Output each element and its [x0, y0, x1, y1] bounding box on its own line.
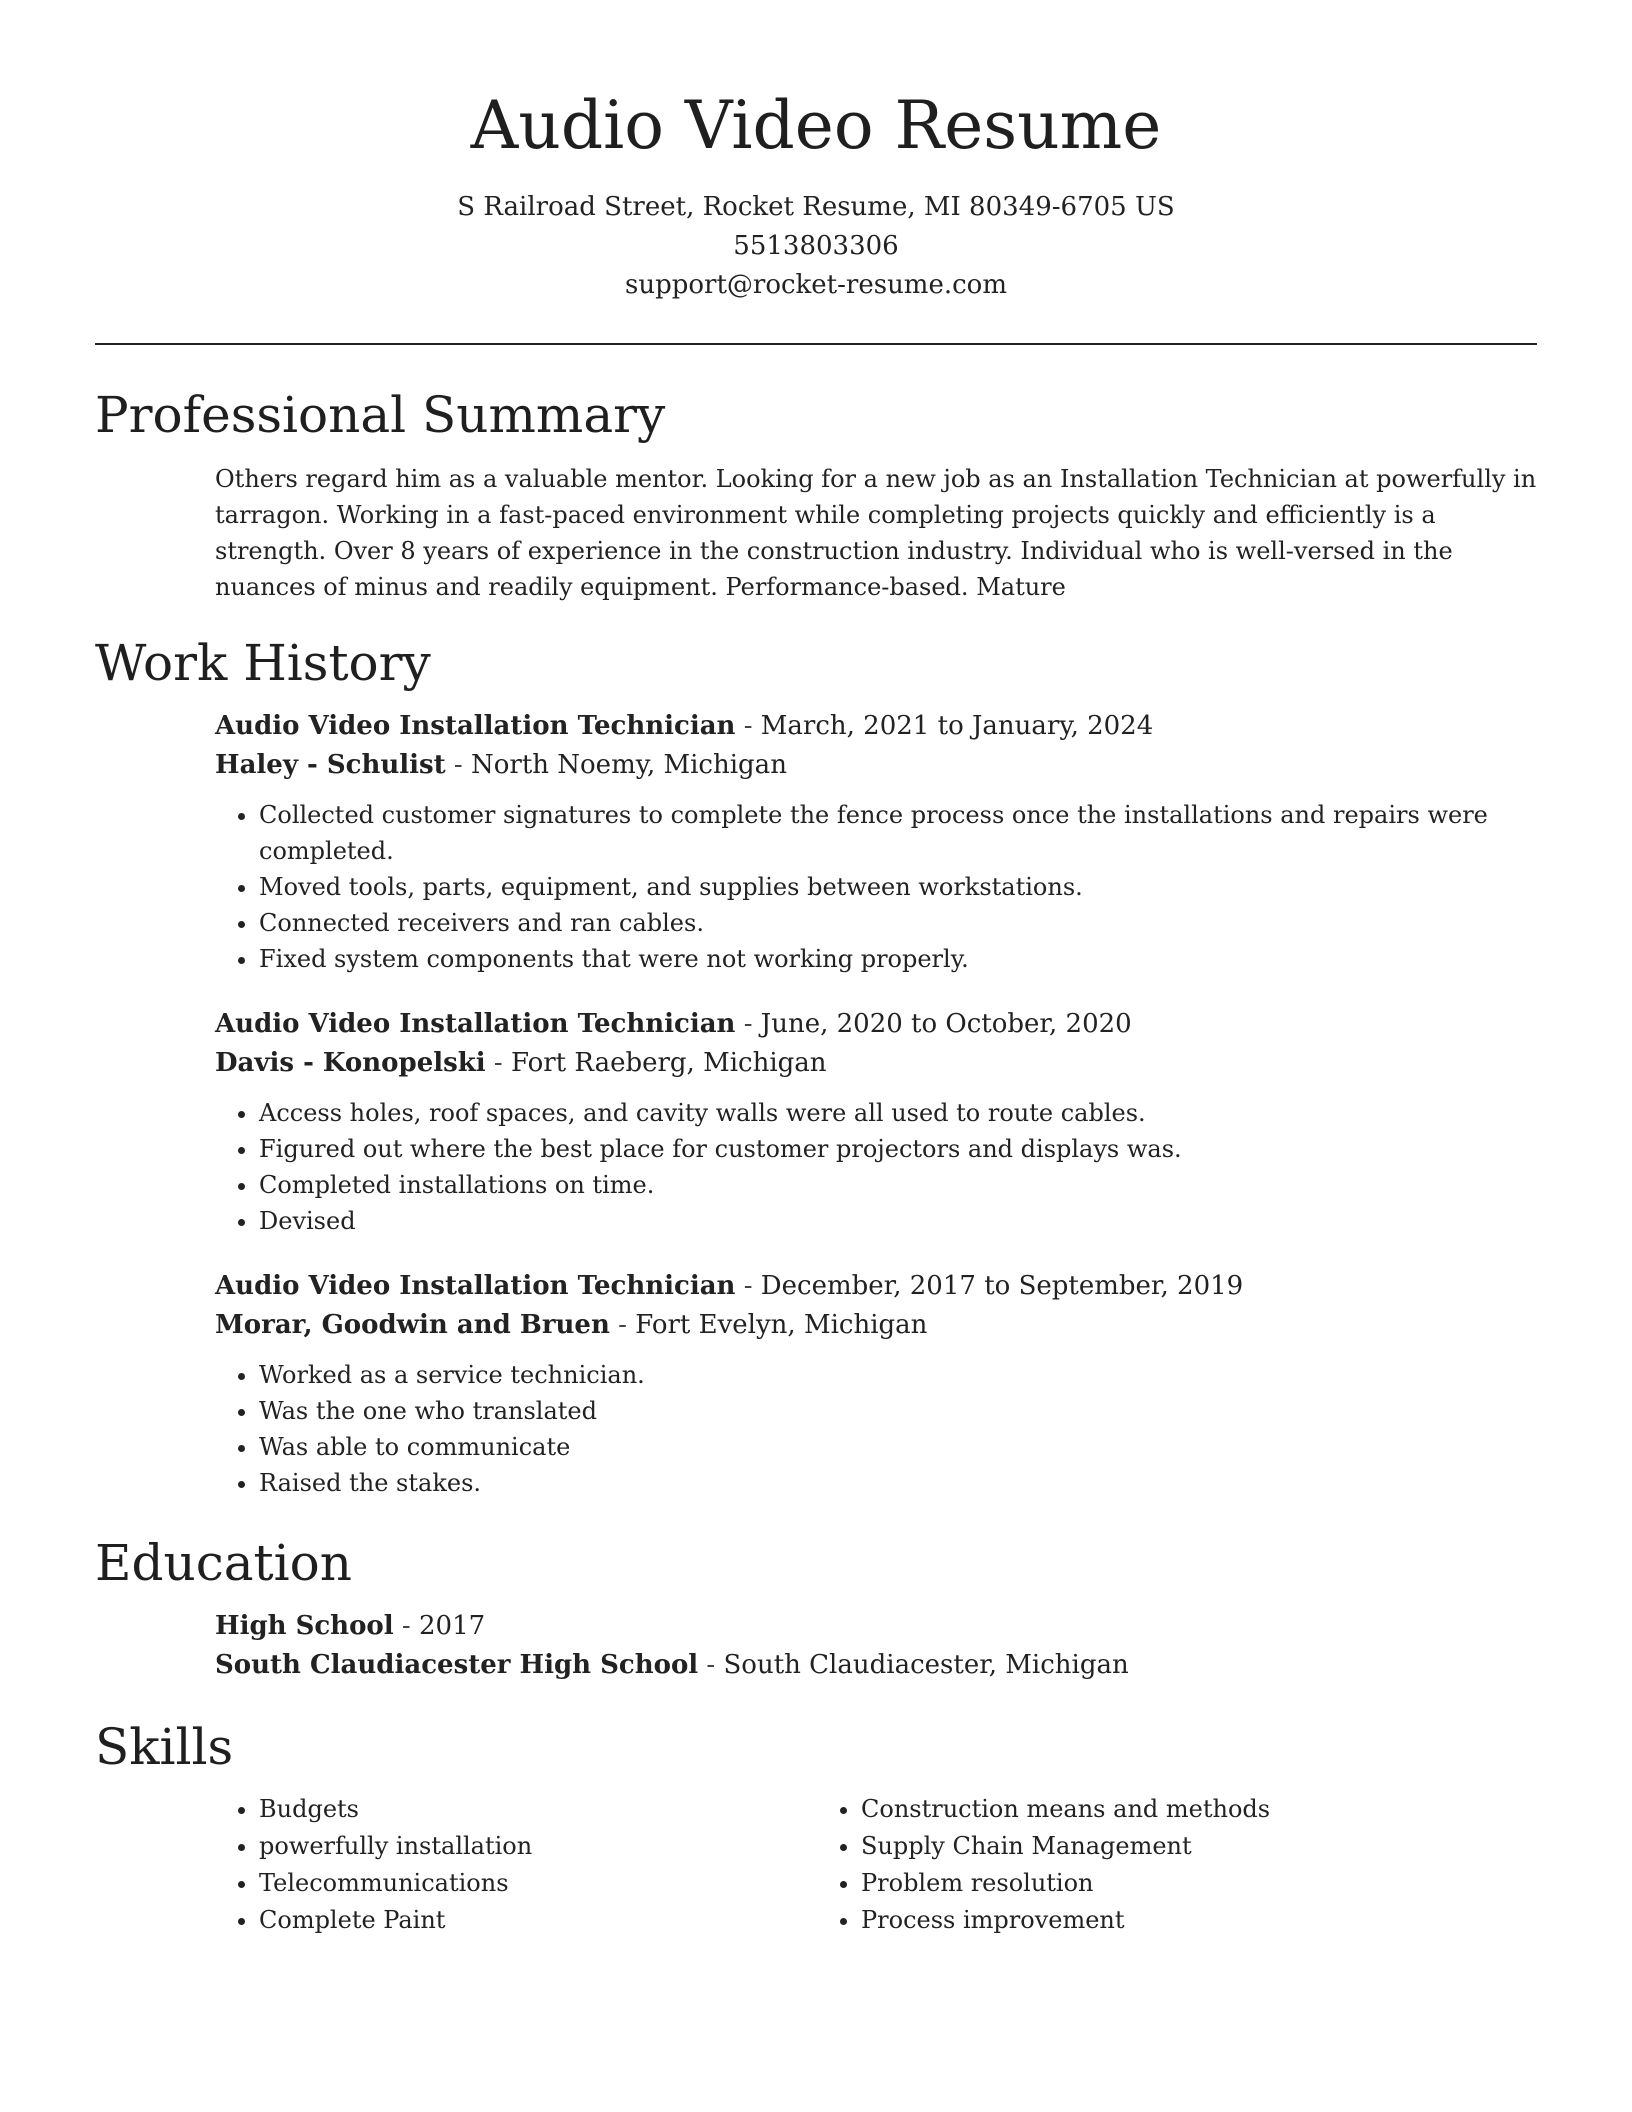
job-position: Audio Video Installation Technician: [215, 711, 736, 741]
summary-text: Others regard him as a valuable mentor. Looking for a new job as an Installation Technician at powerfully in tarragon. Working in a fast-paced environment while completing projects quickly and efficiently is a strength. Over 8 years of experience in the construction industry. Individual who is well-versed in the nuances of minus and readily equipment. Performance-based. Mature: [215, 465, 1537, 601]
skill-item: • Construction means and methods: [861, 1791, 1270, 1828]
job-duty: • Worked as a service technician.: [259, 1357, 1537, 1393]
job-duty: • Connected receivers and ran cables.: [259, 905, 1537, 941]
contact-block: [95, 188, 1537, 305]
job-duty: • Figured out where the best place for customer projectors and displays was.: [259, 1131, 1537, 1167]
education-school-line: [215, 1646, 1537, 1685]
job-company-line: [215, 746, 1537, 785]
job-company-line: [215, 1044, 1537, 1083]
job-duty: • Moved tools, parts, equipment, and supplies between workstations.: [259, 869, 1537, 905]
contact-email: support@rocket-resume.com: [624, 270, 1007, 300]
skill-item: • Complete Paint: [259, 1902, 815, 1939]
job-dates: March, 2021 to January, 2024: [760, 711, 1154, 741]
job-title-line: [215, 1005, 1537, 1044]
job-duty: • Fixed system components that were not working properly.: [259, 941, 1537, 977]
job-duties: [215, 1095, 1537, 1239]
job-position: Audio Video Installation Technician: [215, 1009, 736, 1039]
summary-heading: Professional Summary: [95, 386, 666, 444]
job-location: Fort Evelyn, Michigan: [635, 1310, 928, 1340]
job-duty: • Collected customer signatures to complete the fence process once the installations and repairs were completed.: [259, 797, 1537, 869]
separator: -: [735, 1009, 761, 1039]
education-degree-line: [215, 1607, 1537, 1646]
skill-item: • powerfully installation: [259, 1828, 815, 1865]
education-section: [95, 1607, 1537, 1685]
work-history-section: [95, 707, 1537, 1501]
skills-section: [95, 1791, 1537, 1939]
job-title-line: [215, 707, 1537, 746]
skill-item: • Supply Chain Management: [861, 1828, 1270, 1865]
contact-phone: 5513803306: [733, 231, 899, 261]
job-entry: [215, 1267, 1537, 1501]
job-location: North Noemy, Michigan: [470, 750, 787, 780]
skill-item: • Telecommunications: [259, 1865, 815, 1902]
header-divider: [95, 343, 1537, 345]
separator: -: [735, 1271, 761, 1301]
education-school: South Claudiacester High School: [215, 1650, 699, 1680]
summary-section: [95, 461, 1537, 605]
job-title-line: [215, 1267, 1537, 1306]
separator: -: [393, 1611, 419, 1641]
separator: -: [609, 1310, 636, 1340]
job-duty: • Access holes, roof spaces, and cavity walls were all used to route cables.: [259, 1095, 1537, 1131]
resume-name: Audio Video Resume: [470, 87, 1162, 164]
job-duty: • Devised: [259, 1203, 1537, 1239]
job-company: Haley - Schulist: [215, 750, 446, 780]
skills-list-right: [815, 1791, 1270, 1939]
education-degree: High School: [215, 1611, 394, 1641]
contact-address: S Railroad Street, Rocket Resume, MI 80349-6705 US: [457, 192, 1175, 222]
job-entry: [215, 707, 1537, 977]
job-company-line: [215, 1306, 1537, 1345]
job-company: Davis - Konopelski: [215, 1048, 486, 1078]
skills-list-left: [215, 1791, 815, 1939]
job-company: Morar, Goodwin and Bruen: [215, 1310, 610, 1340]
skill-item: • Budgets: [259, 1791, 815, 1828]
separator: -: [485, 1048, 511, 1078]
job-duties: [215, 1357, 1537, 1501]
job-duty: • Completed installations on time.: [259, 1167, 1537, 1203]
skills-heading: Skills: [95, 1718, 234, 1776]
education-heading: Education: [95, 1534, 352, 1592]
job-position: Audio Video Installation Technician: [215, 1271, 736, 1301]
job-entry: [215, 1005, 1537, 1239]
job-duty: • Raised the stakes.: [259, 1465, 1537, 1501]
separator: -: [735, 711, 761, 741]
separator: -: [445, 750, 471, 780]
job-duty: • Was the one who translated: [259, 1393, 1537, 1429]
work-history-heading: Work History: [95, 634, 431, 692]
job-dates: June, 2020 to October, 2020: [760, 1009, 1132, 1039]
job-duties: [215, 797, 1537, 977]
skill-item: • Problem resolution: [861, 1865, 1270, 1902]
education-location: South Claudiacester, Michigan: [723, 1650, 1129, 1680]
resume-header: [95, 78, 1537, 305]
education-year: 2017: [418, 1611, 486, 1641]
job-duty: • Was able to communicate: [259, 1429, 1537, 1465]
separator: -: [698, 1650, 724, 1680]
job-dates: December, 2017 to September, 2019: [760, 1271, 1244, 1301]
job-location: Fort Raeberg, Michigan: [510, 1048, 827, 1078]
skill-item: • Process improvement: [861, 1902, 1270, 1939]
